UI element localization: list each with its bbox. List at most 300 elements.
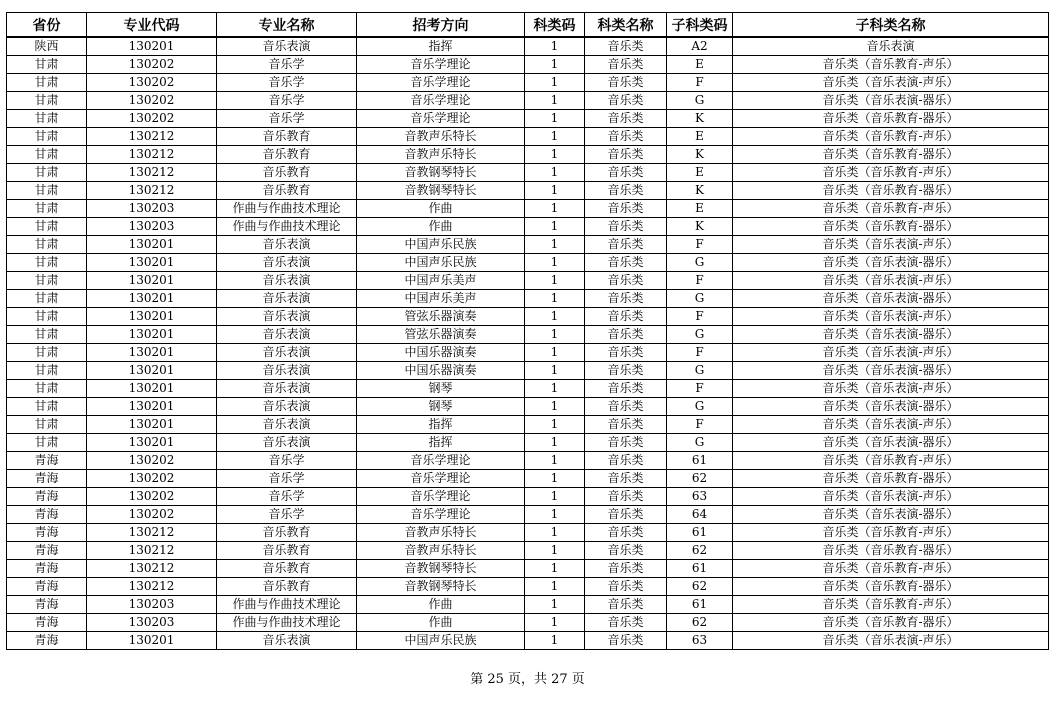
province-cell: 甘肃 <box>7 362 87 380</box>
province-cell: 甘肃 <box>7 290 87 308</box>
table-row <box>7 398 1049 416</box>
province-cell: 青海 <box>7 452 87 470</box>
subcategory-code-cell: F <box>667 344 733 362</box>
table-row <box>7 110 1049 128</box>
major-code-cell: 130201 <box>87 380 217 398</box>
subcategory-code-cell: F <box>667 308 733 326</box>
province-cell: 甘肃 <box>7 434 87 452</box>
subcategory-code-cell: E <box>667 164 733 182</box>
table-row <box>7 470 1049 488</box>
subcategory-name-cell: 音乐类（音乐教育-声乐） <box>733 596 1049 614</box>
major-name-cell: 音乐教育 <box>217 560 357 578</box>
major-code-cell: 130201 <box>87 37 217 56</box>
category-name-cell: 音乐类 <box>585 632 667 650</box>
table-row <box>7 452 1049 470</box>
page-footer: 第 25 页，共 27 页 <box>470 672 585 687</box>
category-name-cell: 音乐类 <box>585 326 667 344</box>
subcategory-name-cell: 音乐类（音乐表演-器乐） <box>733 290 1049 308</box>
direction-cell: 音乐学理论 <box>357 506 525 524</box>
subcategory-name-cell: 音乐类（音乐教育-声乐） <box>733 164 1049 182</box>
direction-cell: 指挥 <box>357 434 525 452</box>
category-name-cell: 音乐类 <box>585 56 667 74</box>
direction-cell: 音乐学理论 <box>357 470 525 488</box>
subcategory-code-cell: 61 <box>667 560 733 578</box>
category-code-cell: 1 <box>525 182 585 200</box>
subcategory-code-cell: 63 <box>667 488 733 506</box>
category-code-cell: 1 <box>525 434 585 452</box>
table-header-row <box>7 13 1049 38</box>
subcategory-name-cell: 音乐类（音乐教育-器乐） <box>733 218 1049 236</box>
table-row <box>7 56 1049 74</box>
category-code-cell: 1 <box>525 578 585 596</box>
subcategory-name-cell: 音乐类（音乐表演-器乐） <box>733 326 1049 344</box>
direction-cell: 钢琴 <box>357 398 525 416</box>
province-cell: 甘肃 <box>7 380 87 398</box>
province-cell: 甘肃 <box>7 92 87 110</box>
major-code-cell: 130202 <box>87 506 217 524</box>
major-name-cell: 作曲与作曲技术理论 <box>217 218 357 236</box>
table-row <box>7 434 1049 452</box>
subcategory-code-cell: K <box>667 146 733 164</box>
major-name-cell: 音乐表演 <box>217 398 357 416</box>
category-name-cell: 音乐类 <box>585 200 667 218</box>
major-code-cell: 130201 <box>87 344 217 362</box>
subcategory-code-cell: G <box>667 362 733 380</box>
major-name-cell: 音乐教育 <box>217 164 357 182</box>
category-code-cell: 1 <box>525 452 585 470</box>
major-name-cell: 音乐表演 <box>217 236 357 254</box>
subcategory-code-cell: 62 <box>667 614 733 632</box>
category-code-cell: 1 <box>525 200 585 218</box>
header-subcategory-name: 子科类名称 <box>733 13 1049 38</box>
subcategory-code-cell: F <box>667 416 733 434</box>
subcategory-code-cell: G <box>667 398 733 416</box>
province-cell: 青海 <box>7 596 87 614</box>
major-code-cell: 130203 <box>87 596 217 614</box>
subcategory-name-cell: 音乐类（音乐教育-声乐） <box>733 524 1049 542</box>
category-name-cell: 音乐类 <box>585 74 667 92</box>
category-name-cell: 音乐类 <box>585 272 667 290</box>
major-code-cell: 130201 <box>87 308 217 326</box>
major-code-cell: 130202 <box>87 110 217 128</box>
subcategory-name-cell: 音乐类（音乐表演-声乐） <box>733 380 1049 398</box>
direction-cell: 音教声乐特长 <box>357 524 525 542</box>
subcategory-name-cell: 音乐类（音乐教育-声乐） <box>733 560 1049 578</box>
table-row <box>7 524 1049 542</box>
province-cell: 青海 <box>7 542 87 560</box>
major-code-cell: 130212 <box>87 164 217 182</box>
major-code-cell: 130202 <box>87 470 217 488</box>
table-row <box>7 272 1049 290</box>
major-code-cell: 130201 <box>87 272 217 290</box>
table-row <box>7 488 1049 506</box>
subcategory-code-cell: F <box>667 380 733 398</box>
subcategory-code-cell: K <box>667 218 733 236</box>
subcategory-code-cell: G <box>667 290 733 308</box>
direction-cell: 音教声乐特长 <box>357 542 525 560</box>
subcategory-name-cell: 音乐类（音乐表演-器乐） <box>733 92 1049 110</box>
category-code-cell: 1 <box>525 380 585 398</box>
table-row <box>7 236 1049 254</box>
category-name-cell: 音乐类 <box>585 578 667 596</box>
subcategory-code-cell: F <box>667 272 733 290</box>
major-name-cell: 音乐表演 <box>217 416 357 434</box>
province-cell: 青海 <box>7 470 87 488</box>
table-body <box>7 37 1049 650</box>
province-cell: 陕西 <box>7 37 87 56</box>
subcategory-code-cell: 64 <box>667 506 733 524</box>
category-code-cell: 1 <box>525 614 585 632</box>
province-cell: 甘肃 <box>7 416 87 434</box>
major-name-cell: 音乐表演 <box>217 326 357 344</box>
subcategory-name-cell: 音乐类（音乐表演-器乐） <box>733 434 1049 452</box>
table-row <box>7 146 1049 164</box>
province-cell: 青海 <box>7 506 87 524</box>
major-code-cell: 130202 <box>87 452 217 470</box>
major-code-cell: 130201 <box>87 362 217 380</box>
subcategory-name-cell: 音乐类（音乐教育-声乐） <box>733 128 1049 146</box>
province-cell: 甘肃 <box>7 254 87 272</box>
direction-cell: 作曲 <box>357 614 525 632</box>
major-code-cell: 130212 <box>87 182 217 200</box>
province-cell: 甘肃 <box>7 128 87 146</box>
direction-cell: 音教钢琴特长 <box>357 164 525 182</box>
category-name-cell: 音乐类 <box>585 308 667 326</box>
category-name-cell: 音乐类 <box>585 236 667 254</box>
subcategory-name-cell: 音乐类（音乐教育-声乐） <box>733 56 1049 74</box>
category-code-cell: 1 <box>525 290 585 308</box>
province-cell: 甘肃 <box>7 146 87 164</box>
major-name-cell: 音乐表演 <box>217 37 357 56</box>
category-name-cell: 音乐类 <box>585 344 667 362</box>
subcategory-code-cell: F <box>667 236 733 254</box>
header-major-name: 专业名称 <box>217 13 357 38</box>
category-name-cell: 音乐类 <box>585 596 667 614</box>
category-code-cell: 1 <box>525 362 585 380</box>
direction-cell: 音乐学理论 <box>357 452 525 470</box>
direction-cell: 音乐学理论 <box>357 56 525 74</box>
subcategory-name-cell: 音乐类（音乐表演-声乐） <box>733 236 1049 254</box>
category-name-cell: 音乐类 <box>585 434 667 452</box>
province-cell: 甘肃 <box>7 218 87 236</box>
province-cell: 甘肃 <box>7 326 87 344</box>
subcategory-name-cell: 音乐类（音乐表演-声乐） <box>733 308 1049 326</box>
category-name-cell: 音乐类 <box>585 110 667 128</box>
major-name-cell: 音乐表演 <box>217 254 357 272</box>
category-code-cell: 1 <box>525 146 585 164</box>
category-code-cell: 1 <box>525 632 585 650</box>
table-row <box>7 344 1049 362</box>
subcategory-name-cell: 音乐类（音乐表演-声乐） <box>733 272 1049 290</box>
subcategory-name-cell: 音乐类（音乐教育-器乐） <box>733 110 1049 128</box>
subcategory-name-cell: 音乐类（音乐表演-声乐） <box>733 74 1049 92</box>
major-name-cell: 音乐教育 <box>217 524 357 542</box>
province-cell: 甘肃 <box>7 272 87 290</box>
subcategory-code-cell: E <box>667 200 733 218</box>
category-name-cell: 音乐类 <box>585 506 667 524</box>
direction-cell: 作曲 <box>357 596 525 614</box>
category-code-cell: 1 <box>525 236 585 254</box>
category-code-cell: 1 <box>525 308 585 326</box>
table-row <box>7 218 1049 236</box>
category-code-cell: 1 <box>525 542 585 560</box>
major-name-cell: 作曲与作曲技术理论 <box>217 200 357 218</box>
subcategory-name-cell: 音乐类（音乐教育-器乐） <box>733 182 1049 200</box>
table-row <box>7 308 1049 326</box>
direction-cell: 中国声乐民族 <box>357 254 525 272</box>
major-name-cell: 音乐学 <box>217 470 357 488</box>
category-code-cell: 1 <box>525 506 585 524</box>
direction-cell: 音乐学理论 <box>357 110 525 128</box>
direction-cell: 音教钢琴特长 <box>357 578 525 596</box>
major-code-cell: 130201 <box>87 290 217 308</box>
subcategory-code-cell: K <box>667 110 733 128</box>
direction-cell: 指挥 <box>357 416 525 434</box>
category-name-cell: 音乐类 <box>585 146 667 164</box>
category-name-cell: 音乐类 <box>585 614 667 632</box>
header-direction: 招考方向 <box>357 13 525 38</box>
subcategory-code-cell: G <box>667 254 733 272</box>
province-cell: 甘肃 <box>7 56 87 74</box>
direction-cell: 作曲 <box>357 218 525 236</box>
direction-cell: 音乐学理论 <box>357 92 525 110</box>
major-code-cell: 130202 <box>87 92 217 110</box>
direction-cell: 中国乐器演奏 <box>357 362 525 380</box>
subcategory-code-cell: G <box>667 92 733 110</box>
major-name-cell: 音乐表演 <box>217 272 357 290</box>
table-row <box>7 578 1049 596</box>
category-name-cell: 音乐类 <box>585 452 667 470</box>
major-code-cell: 130201 <box>87 236 217 254</box>
table-row <box>7 416 1049 434</box>
subcategory-name-cell: 音乐类（音乐表演-器乐） <box>733 398 1049 416</box>
subcategory-code-cell: 62 <box>667 578 733 596</box>
category-code-cell: 1 <box>525 326 585 344</box>
province-cell: 青海 <box>7 578 87 596</box>
major-code-cell: 130201 <box>87 632 217 650</box>
province-cell: 青海 <box>7 632 87 650</box>
table-row <box>7 560 1049 578</box>
table-row <box>7 614 1049 632</box>
table-row <box>7 380 1049 398</box>
major-name-cell: 音乐表演 <box>217 344 357 362</box>
major-name-cell: 音乐学 <box>217 92 357 110</box>
category-code-cell: 1 <box>525 398 585 416</box>
category-name-cell: 音乐类 <box>585 524 667 542</box>
category-code-cell: 1 <box>525 56 585 74</box>
province-cell: 甘肃 <box>7 344 87 362</box>
major-code-cell: 130203 <box>87 218 217 236</box>
subcategory-name-cell: 音乐类（音乐表演-声乐） <box>733 488 1049 506</box>
direction-cell: 作曲 <box>357 200 525 218</box>
category-code-cell: 1 <box>525 560 585 578</box>
category-name-cell: 音乐类 <box>585 542 667 560</box>
category-code-cell: 1 <box>525 470 585 488</box>
table-row <box>7 542 1049 560</box>
major-code-cell: 130201 <box>87 398 217 416</box>
table-row <box>7 290 1049 308</box>
header-subcategory-code: 子科类码 <box>667 13 733 38</box>
direction-cell: 音教钢琴特长 <box>357 182 525 200</box>
province-cell: 甘肃 <box>7 308 87 326</box>
category-code-cell: 1 <box>525 128 585 146</box>
category-code-cell: 1 <box>525 344 585 362</box>
major-name-cell: 音乐学 <box>217 452 357 470</box>
category-code-cell: 1 <box>525 92 585 110</box>
direction-cell: 中国声乐民族 <box>357 236 525 254</box>
subcategory-code-cell: 63 <box>667 632 733 650</box>
major-name-cell: 音乐学 <box>217 110 357 128</box>
table-row <box>7 200 1049 218</box>
header-province: 省份 <box>7 13 87 38</box>
major-code-cell: 130202 <box>87 74 217 92</box>
province-cell: 青海 <box>7 488 87 506</box>
major-name-cell: 音乐表演 <box>217 308 357 326</box>
table-row <box>7 326 1049 344</box>
province-cell: 甘肃 <box>7 74 87 92</box>
table-row <box>7 164 1049 182</box>
subcategory-code-cell: K <box>667 182 733 200</box>
major-name-cell: 音乐表演 <box>217 434 357 452</box>
major-name-cell: 音乐表演 <box>217 380 357 398</box>
subcategory-code-cell: 61 <box>667 596 733 614</box>
category-code-cell: 1 <box>525 74 585 92</box>
major-name-cell: 音乐教育 <box>217 128 357 146</box>
direction-cell: 音教钢琴特长 <box>357 560 525 578</box>
category-code-cell: 1 <box>525 488 585 506</box>
major-code-cell: 130201 <box>87 416 217 434</box>
category-name-cell: 音乐类 <box>585 92 667 110</box>
subcategory-name-cell: 音乐类（音乐教育-声乐） <box>733 200 1049 218</box>
province-cell: 甘肃 <box>7 182 87 200</box>
major-code-cell: 130212 <box>87 146 217 164</box>
subcategory-name-cell: 音乐类（音乐教育-器乐） <box>733 470 1049 488</box>
subcategory-name-cell: 音乐类（音乐表演-声乐） <box>733 632 1049 650</box>
category-name-cell: 音乐类 <box>585 416 667 434</box>
direction-cell: 钢琴 <box>357 380 525 398</box>
major-code-cell: 130203 <box>87 200 217 218</box>
major-code-cell: 130202 <box>87 56 217 74</box>
direction-cell: 音乐学理论 <box>357 74 525 92</box>
direction-cell: 中国声乐民族 <box>357 632 525 650</box>
category-name-cell: 音乐类 <box>585 254 667 272</box>
category-name-cell: 音乐类 <box>585 290 667 308</box>
subcategory-name-cell: 音乐类（音乐表演-器乐） <box>733 506 1049 524</box>
province-cell: 青海 <box>7 560 87 578</box>
province-cell: 甘肃 <box>7 164 87 182</box>
subcategory-name-cell: 音乐类（音乐教育-器乐） <box>733 614 1049 632</box>
major-name-cell: 音乐表演 <box>217 362 357 380</box>
header-major-code: 专业代码 <box>87 13 217 38</box>
province-cell: 甘肃 <box>7 398 87 416</box>
direction-cell: 音教声乐特长 <box>357 128 525 146</box>
subcategory-code-cell: G <box>667 326 733 344</box>
category-code-cell: 1 <box>525 596 585 614</box>
category-code-cell: 1 <box>525 416 585 434</box>
major-code-cell: 130212 <box>87 542 217 560</box>
direction-cell: 中国声乐美声 <box>357 290 525 308</box>
direction-cell: 音教声乐特长 <box>357 146 525 164</box>
major-name-cell: 音乐教育 <box>217 146 357 164</box>
subcategory-name-cell: 音乐表演 <box>733 37 1049 56</box>
header-category-code: 科类码 <box>525 13 585 38</box>
province-cell: 甘肃 <box>7 236 87 254</box>
subcategory-code-cell: E <box>667 56 733 74</box>
category-code-cell: 1 <box>525 524 585 542</box>
category-name-cell: 音乐类 <box>585 488 667 506</box>
major-code-cell: 130201 <box>87 434 217 452</box>
major-code-cell: 130203 <box>87 614 217 632</box>
table-row <box>7 74 1049 92</box>
direction-cell: 中国声乐美声 <box>357 272 525 290</box>
category-name-cell: 音乐类 <box>585 37 667 56</box>
province-cell: 青海 <box>7 524 87 542</box>
major-name-cell: 音乐教育 <box>217 182 357 200</box>
table-row <box>7 37 1049 56</box>
category-code-cell: 1 <box>525 218 585 236</box>
table-row <box>7 506 1049 524</box>
province-cell: 甘肃 <box>7 110 87 128</box>
major-code-cell: 130212 <box>87 128 217 146</box>
major-code-cell: 130212 <box>87 524 217 542</box>
category-name-cell: 音乐类 <box>585 128 667 146</box>
category-code-cell: 1 <box>525 272 585 290</box>
subcategory-code-cell: E <box>667 128 733 146</box>
subcategory-name-cell: 音乐类（音乐表演-器乐） <box>733 254 1049 272</box>
major-name-cell: 音乐表演 <box>217 632 357 650</box>
table-row <box>7 254 1049 272</box>
province-cell: 青海 <box>7 614 87 632</box>
major-name-cell: 音乐表演 <box>217 290 357 308</box>
subcategory-name-cell: 音乐类（音乐表演-器乐） <box>733 362 1049 380</box>
major-name-cell: 作曲与作曲技术理论 <box>217 596 357 614</box>
major-code-cell: 130202 <box>87 488 217 506</box>
category-code-cell: 1 <box>525 254 585 272</box>
category-name-cell: 音乐类 <box>585 182 667 200</box>
subcategory-code-cell: 61 <box>667 452 733 470</box>
major-name-cell: 音乐教育 <box>217 542 357 560</box>
direction-cell: 指挥 <box>357 37 525 56</box>
subcategory-name-cell: 音乐类（音乐教育-器乐） <box>733 542 1049 560</box>
major-code-cell: 130201 <box>87 326 217 344</box>
direction-cell: 中国乐器演奏 <box>357 344 525 362</box>
major-name-cell: 音乐学 <box>217 488 357 506</box>
table-row <box>7 92 1049 110</box>
header-category-name: 科类名称 <box>585 13 667 38</box>
subcategory-name-cell: 音乐类（音乐教育-器乐） <box>733 146 1049 164</box>
subcategory-code-cell: 61 <box>667 524 733 542</box>
table-row <box>7 596 1049 614</box>
category-name-cell: 音乐类 <box>585 560 667 578</box>
major-code-cell: 130201 <box>87 254 217 272</box>
category-name-cell: 音乐类 <box>585 380 667 398</box>
table-row <box>7 182 1049 200</box>
major-name-cell: 音乐教育 <box>217 578 357 596</box>
category-name-cell: 音乐类 <box>585 164 667 182</box>
subcategory-name-cell: 音乐类（音乐表演-声乐） <box>733 416 1049 434</box>
data-table <box>6 12 1049 650</box>
major-code-cell: 130212 <box>87 578 217 596</box>
major-name-cell: 音乐学 <box>217 506 357 524</box>
direction-cell: 管弦乐器演奏 <box>357 308 525 326</box>
major-name-cell: 音乐学 <box>217 56 357 74</box>
category-name-cell: 音乐类 <box>585 398 667 416</box>
category-code-cell: 1 <box>525 37 585 56</box>
table-row <box>7 362 1049 380</box>
category-name-cell: 音乐类 <box>585 470 667 488</box>
category-code-cell: 1 <box>525 164 585 182</box>
subcategory-code-cell: A2 <box>667 37 733 56</box>
